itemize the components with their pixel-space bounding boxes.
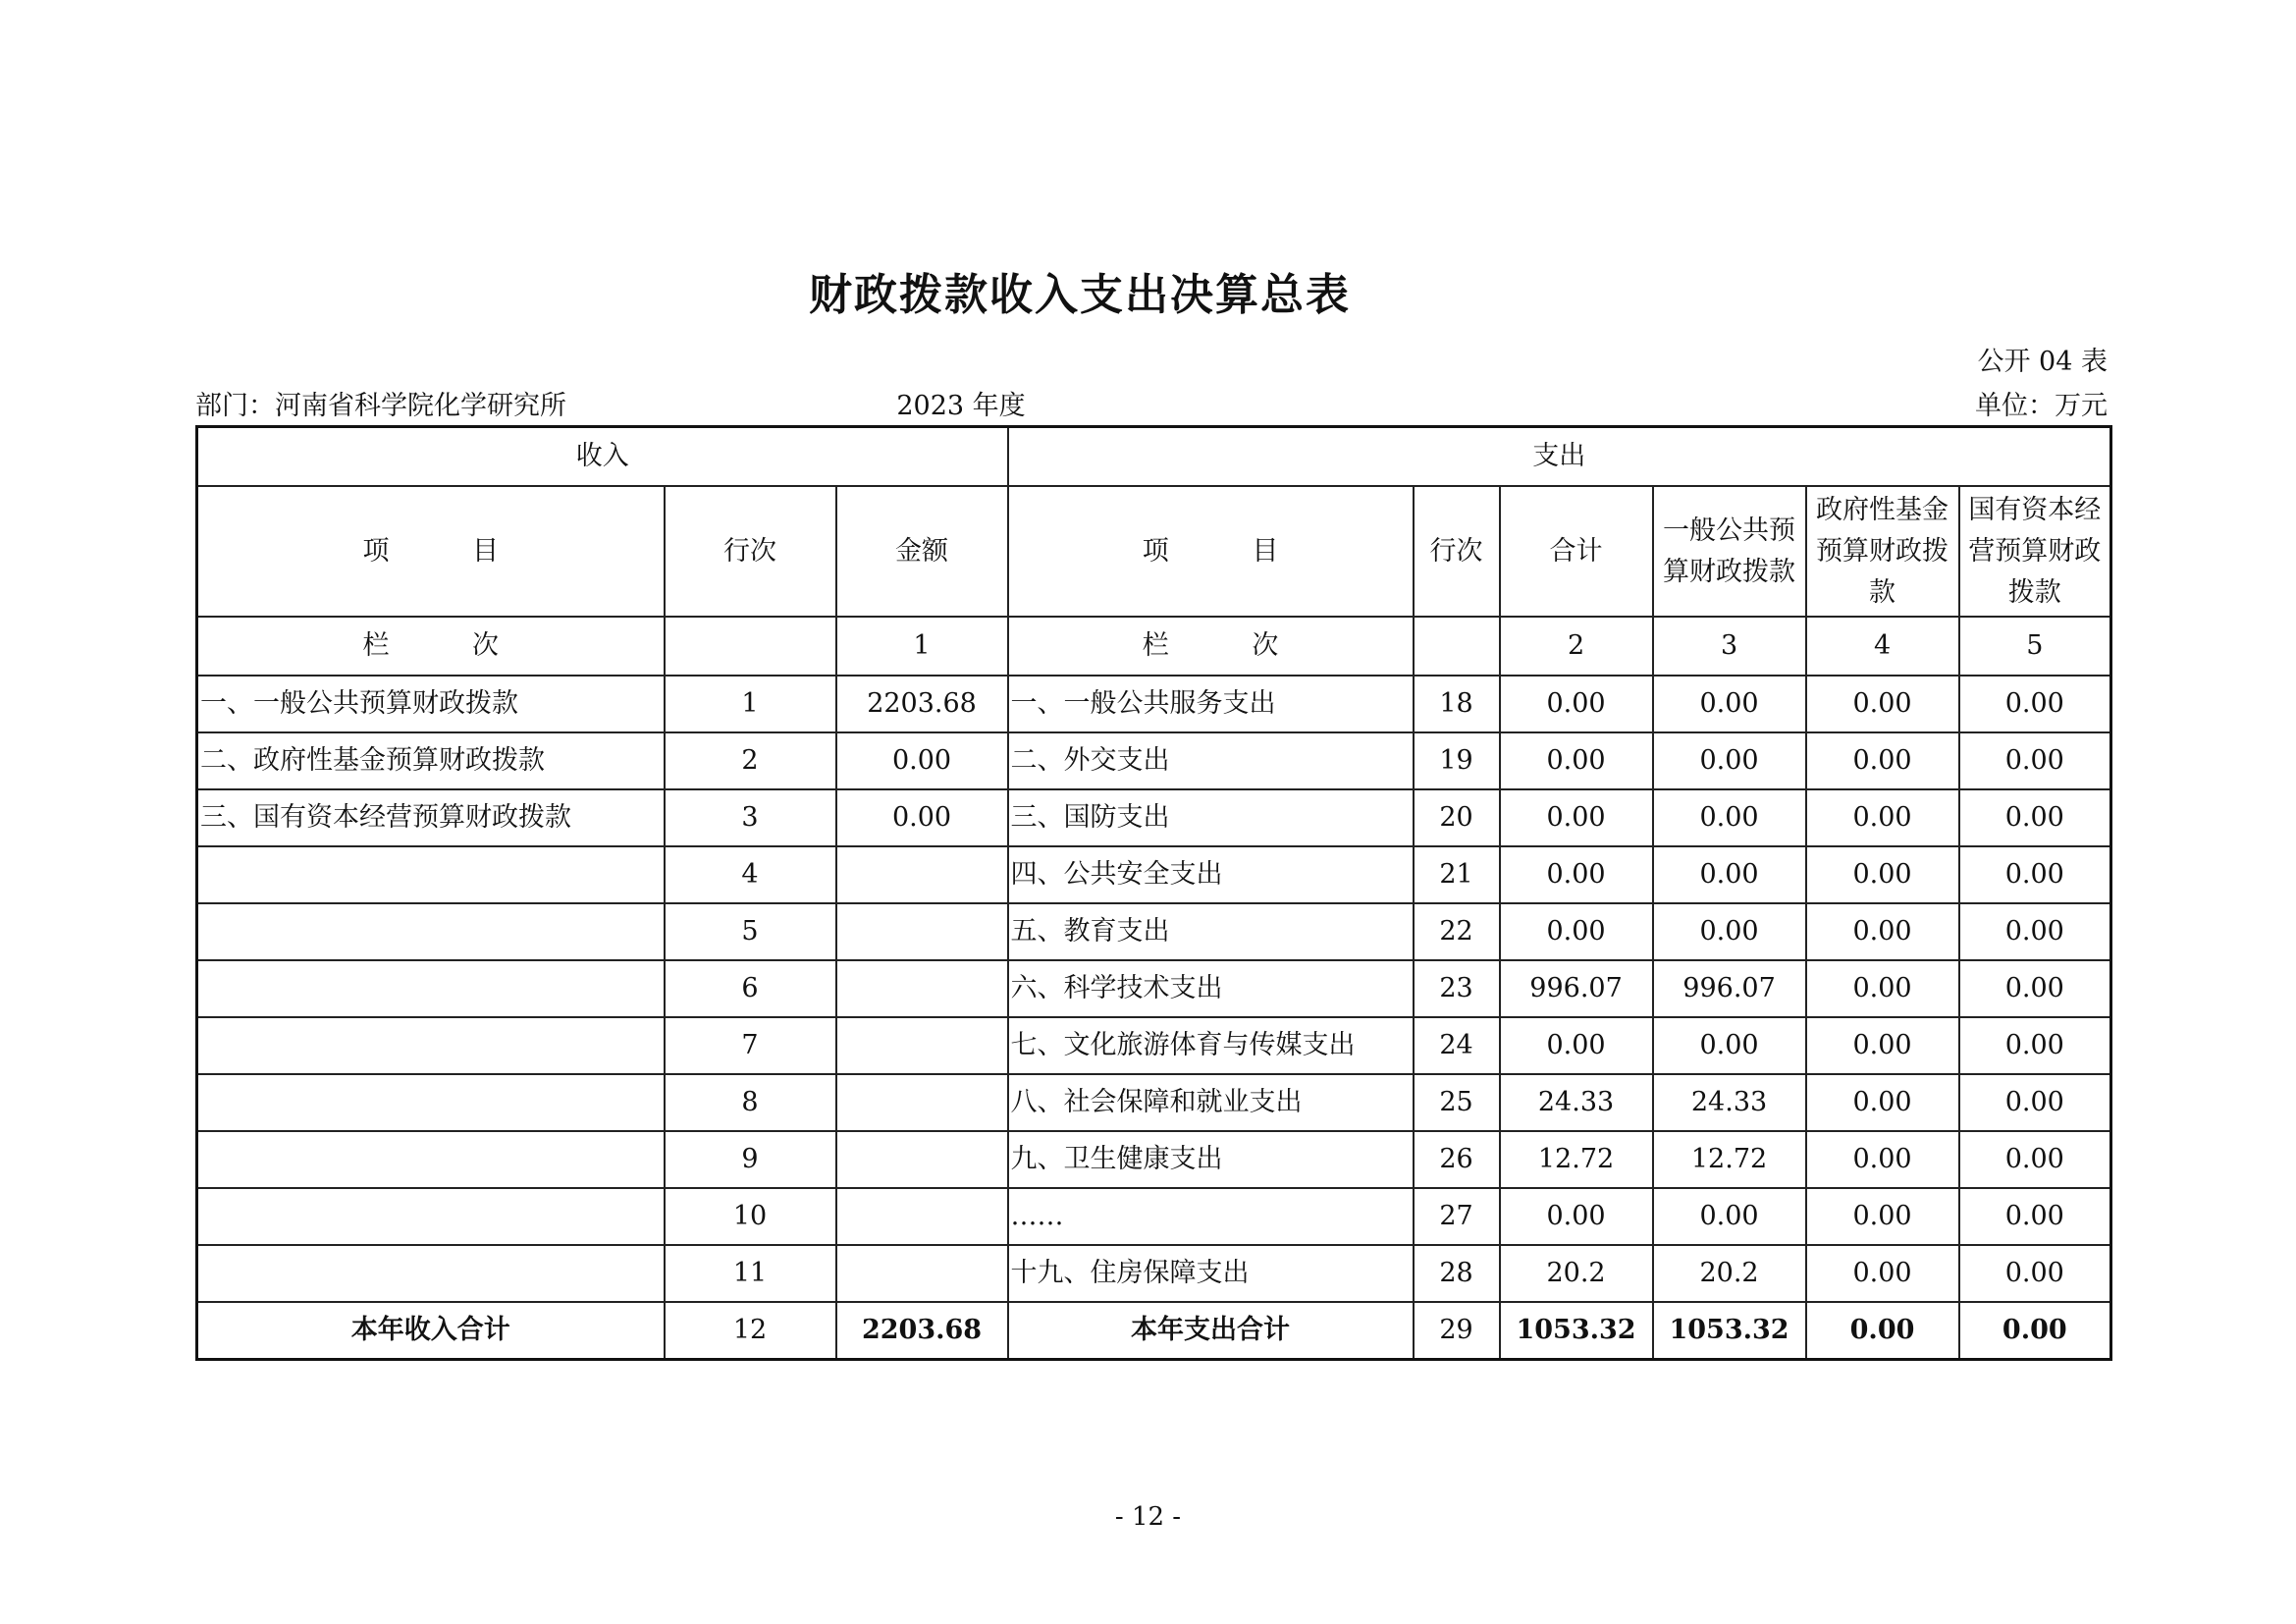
table-row — [197, 1188, 2111, 1245]
income-amount-cell — [836, 1074, 1008, 1131]
column-number-4: 4 — [1806, 617, 1959, 676]
expense-item-cell: 六、科学技术支出 — [1008, 960, 1414, 1017]
table-row — [197, 903, 2111, 960]
income-row-no-cell: 6 — [665, 960, 836, 1017]
income-item-header: 项 目 — [197, 486, 665, 617]
expense-general-budget-cell: 0.00 — [1653, 732, 1806, 789]
expense-general-budget-cell: 24.33 — [1653, 1074, 1806, 1131]
income-item-cell — [197, 1245, 665, 1302]
income-amount-cell — [836, 903, 1008, 960]
expense-row-no-cell: 24 — [1414, 1017, 1500, 1074]
expense-general-budget-cell: 12.72 — [1653, 1131, 1806, 1188]
expense-item-cell: 三、国防支出 — [1008, 789, 1414, 846]
expense-item-cell: 四、公共安全支出 — [1008, 846, 1414, 903]
expense-general-budget-cell: 0.00 — [1653, 903, 1806, 960]
column-number-2: 2 — [1500, 617, 1653, 676]
income-item-cell — [197, 1017, 665, 1074]
income-row-no-cell: 2 — [665, 732, 836, 789]
expense-state-capital-cell: 0.00 — [1959, 1131, 2111, 1188]
expense-row-no-cell: 23 — [1414, 960, 1500, 1017]
total-row — [197, 1302, 2111, 1360]
expense-general-budget-cell: 0.00 — [1653, 789, 1806, 846]
income-amount-cell — [836, 1131, 1008, 1188]
expense-row-no-cell: 26 — [1414, 1131, 1500, 1188]
expense-general-budget-cell: 0.00 — [1653, 1017, 1806, 1074]
income-column-blank — [665, 617, 836, 676]
income-column-order: 栏 次 — [197, 617, 665, 676]
expense-total-cell: 0.00 — [1500, 732, 1653, 789]
income-row-no-cell: 1 — [665, 676, 836, 732]
expense-gov-fund-cell: 0.00 — [1806, 1302, 1959, 1360]
expense-general-budget-cell: 0.00 — [1653, 846, 1806, 903]
expense-gov-fund-cell: 0.00 — [1806, 1245, 1959, 1302]
income-row-no-cell: 12 — [665, 1302, 836, 1360]
expense-rowno-header: 行次 — [1414, 486, 1500, 617]
expense-item-cell: 二、外交支出 — [1008, 732, 1414, 789]
form-number: 公开 04 表 — [1977, 347, 2108, 377]
income-item-cell — [197, 846, 665, 903]
expense-state-capital-cell: 0.00 — [1959, 789, 2111, 846]
expense-general-budget-cell: 20.2 — [1653, 1245, 1806, 1302]
column-number-3: 3 — [1653, 617, 1806, 676]
income-header: 收入 — [197, 427, 1008, 487]
expense-state-capital-cell: 0.00 — [1959, 1245, 2111, 1302]
expense-gov-fund-cell: 0.00 — [1806, 1188, 1959, 1245]
expense-row-no-cell: 28 — [1414, 1245, 1500, 1302]
income-amount-cell — [836, 1017, 1008, 1074]
income-row-no-cell: 3 — [665, 789, 836, 846]
column-number-5: 5 — [1959, 617, 2111, 676]
income-item-cell — [197, 1188, 665, 1245]
gov-fund-header: 政府性基金预算财政拨款 — [1806, 486, 1959, 617]
expense-row-no-cell: 25 — [1414, 1074, 1500, 1131]
expense-gov-fund-cell: 0.00 — [1806, 789, 1959, 846]
income-amount-cell — [836, 1245, 1008, 1302]
expense-state-capital-cell: 0.00 — [1959, 676, 2111, 732]
general-budget-header: 一般公共预算财政拨款 — [1653, 486, 1806, 617]
unit-label: 单位：万元 — [1975, 391, 2108, 421]
meta-line — [195, 384, 2108, 423]
income-item-cell: 三、国有资本经营预算财政拨款 — [197, 789, 665, 846]
expense-item-cell: 本年支出合计 — [1008, 1302, 1414, 1360]
income-rowno-header: 行次 — [665, 486, 836, 617]
expense-total-cell: 996.07 — [1500, 960, 1653, 1017]
appropriation-table — [195, 425, 2112, 1361]
income-row-no-cell: 4 — [665, 846, 836, 903]
income-amount-cell: 0.00 — [836, 732, 1008, 789]
expense-total-cell: 1053.32 — [1500, 1302, 1653, 1360]
table-row — [197, 1074, 2111, 1131]
expense-gov-fund-cell: 0.00 — [1806, 903, 1959, 960]
table-row — [197, 960, 2111, 1017]
state-capital-header: 国有资本经营预算财政拨款 — [1959, 486, 2111, 617]
expense-gov-fund-cell: 0.00 — [1806, 846, 1959, 903]
income-item-cell — [197, 960, 665, 1017]
expense-general-budget-cell: 0.00 — [1653, 1188, 1806, 1245]
expense-state-capital-cell: 0.00 — [1959, 960, 2111, 1017]
expense-total-cell: 24.33 — [1500, 1074, 1653, 1131]
expense-gov-fund-cell: 0.00 — [1806, 1074, 1959, 1131]
income-amount-cell — [836, 1188, 1008, 1245]
expense-total-cell: 0.00 — [1500, 846, 1653, 903]
income-amount-cell — [836, 846, 1008, 903]
expense-total-cell: 12.72 — [1500, 1131, 1653, 1188]
income-row-no-cell: 10 — [665, 1188, 836, 1245]
table-row — [197, 1017, 2111, 1074]
page-title: 财政拨款收入支出决算总表 — [809, 270, 1351, 320]
income-row-no-cell: 5 — [665, 903, 836, 960]
table-row — [197, 1131, 2111, 1188]
page-number: - 12 - — [1114, 1502, 1182, 1532]
expense-column-order: 栏 次 — [1008, 617, 1414, 676]
expense-state-capital-cell: 0.00 — [1959, 1302, 2111, 1360]
income-amount-cell — [836, 960, 1008, 1017]
expense-total-cell: 0.00 — [1500, 789, 1653, 846]
income-item-cell — [197, 1131, 665, 1188]
table-row — [197, 1245, 2111, 1302]
expense-gov-fund-cell: 0.00 — [1806, 676, 1959, 732]
income-amount-header: 金额 — [836, 486, 1008, 617]
income-row-no-cell: 7 — [665, 1017, 836, 1074]
income-item-cell: 一、一般公共预算财政拨款 — [197, 676, 665, 732]
table-row — [197, 846, 2111, 903]
column-number-1: 1 — [836, 617, 1008, 676]
income-item-cell — [197, 1074, 665, 1131]
expense-general-budget-cell: 1053.32 — [1653, 1302, 1806, 1360]
expense-total-cell: 0.00 — [1500, 1188, 1653, 1245]
expense-item-cell: 一、一般公共服务支出 — [1008, 676, 1414, 732]
table-row — [197, 732, 2111, 789]
income-amount-cell: 0.00 — [836, 789, 1008, 846]
expense-header: 支出 — [1008, 427, 2111, 487]
expense-total-cell: 0.00 — [1500, 676, 1653, 732]
income-row-no-cell: 8 — [665, 1074, 836, 1131]
expense-item-cell: …… — [1008, 1188, 1414, 1245]
expense-item-cell: 七、文化旅游体育与传媒支出 — [1008, 1017, 1414, 1074]
total-header: 合计 — [1500, 486, 1653, 617]
income-row-no-cell: 9 — [665, 1131, 836, 1188]
expense-total-cell: 0.00 — [1500, 1017, 1653, 1074]
table-row — [197, 789, 2111, 846]
expense-item-cell: 五、教育支出 — [1008, 903, 1414, 960]
expense-item-cell: 十九、住房保障支出 — [1008, 1245, 1414, 1302]
expense-gov-fund-cell: 0.00 — [1806, 1131, 1959, 1188]
income-amount-cell: 2203.68 — [836, 1302, 1008, 1360]
expense-row-no-cell: 20 — [1414, 789, 1500, 846]
income-item-cell: 本年收入合计 — [197, 1302, 665, 1360]
expense-state-capital-cell: 0.00 — [1959, 846, 2111, 903]
expense-row-no-cell: 19 — [1414, 732, 1500, 789]
expense-column-blank — [1414, 617, 1500, 676]
expense-state-capital-cell: 0.00 — [1959, 1074, 2111, 1131]
expense-item-cell: 八、社会保障和就业支出 — [1008, 1074, 1414, 1131]
expense-item-cell: 九、卫生健康支出 — [1008, 1131, 1414, 1188]
expense-row-no-cell: 18 — [1414, 676, 1500, 732]
expense-state-capital-cell: 0.00 — [1959, 732, 2111, 789]
expense-row-no-cell: 29 — [1414, 1302, 1500, 1360]
expense-general-budget-cell: 996.07 — [1653, 960, 1806, 1017]
expense-row-no-cell: 27 — [1414, 1188, 1500, 1245]
expense-row-no-cell: 22 — [1414, 903, 1500, 960]
table-row — [197, 676, 2111, 732]
expense-gov-fund-cell: 0.00 — [1806, 732, 1959, 789]
expense-state-capital-cell: 0.00 — [1959, 903, 2111, 960]
expense-state-capital-cell: 0.00 — [1959, 1188, 2111, 1245]
income-amount-cell: 2203.68 — [836, 676, 1008, 732]
expense-gov-fund-cell: 0.00 — [1806, 1017, 1959, 1074]
expense-total-cell: 20.2 — [1500, 1245, 1653, 1302]
income-item-cell: 二、政府性基金预算财政拨款 — [197, 732, 665, 789]
expense-item-header: 项 目 — [1008, 486, 1414, 617]
expense-general-budget-cell: 0.00 — [1653, 676, 1806, 732]
expense-gov-fund-cell: 0.00 — [1806, 960, 1959, 1017]
expense-state-capital-cell: 0.00 — [1959, 1017, 2111, 1074]
expense-total-cell: 0.00 — [1500, 903, 1653, 960]
income-row-no-cell: 11 — [665, 1245, 836, 1302]
income-item-cell — [197, 903, 665, 960]
expense-row-no-cell: 21 — [1414, 846, 1500, 903]
year-label: 2023 年度 — [896, 391, 1026, 421]
department-label: 部门：河南省科学院化学研究所 — [195, 391, 566, 421]
